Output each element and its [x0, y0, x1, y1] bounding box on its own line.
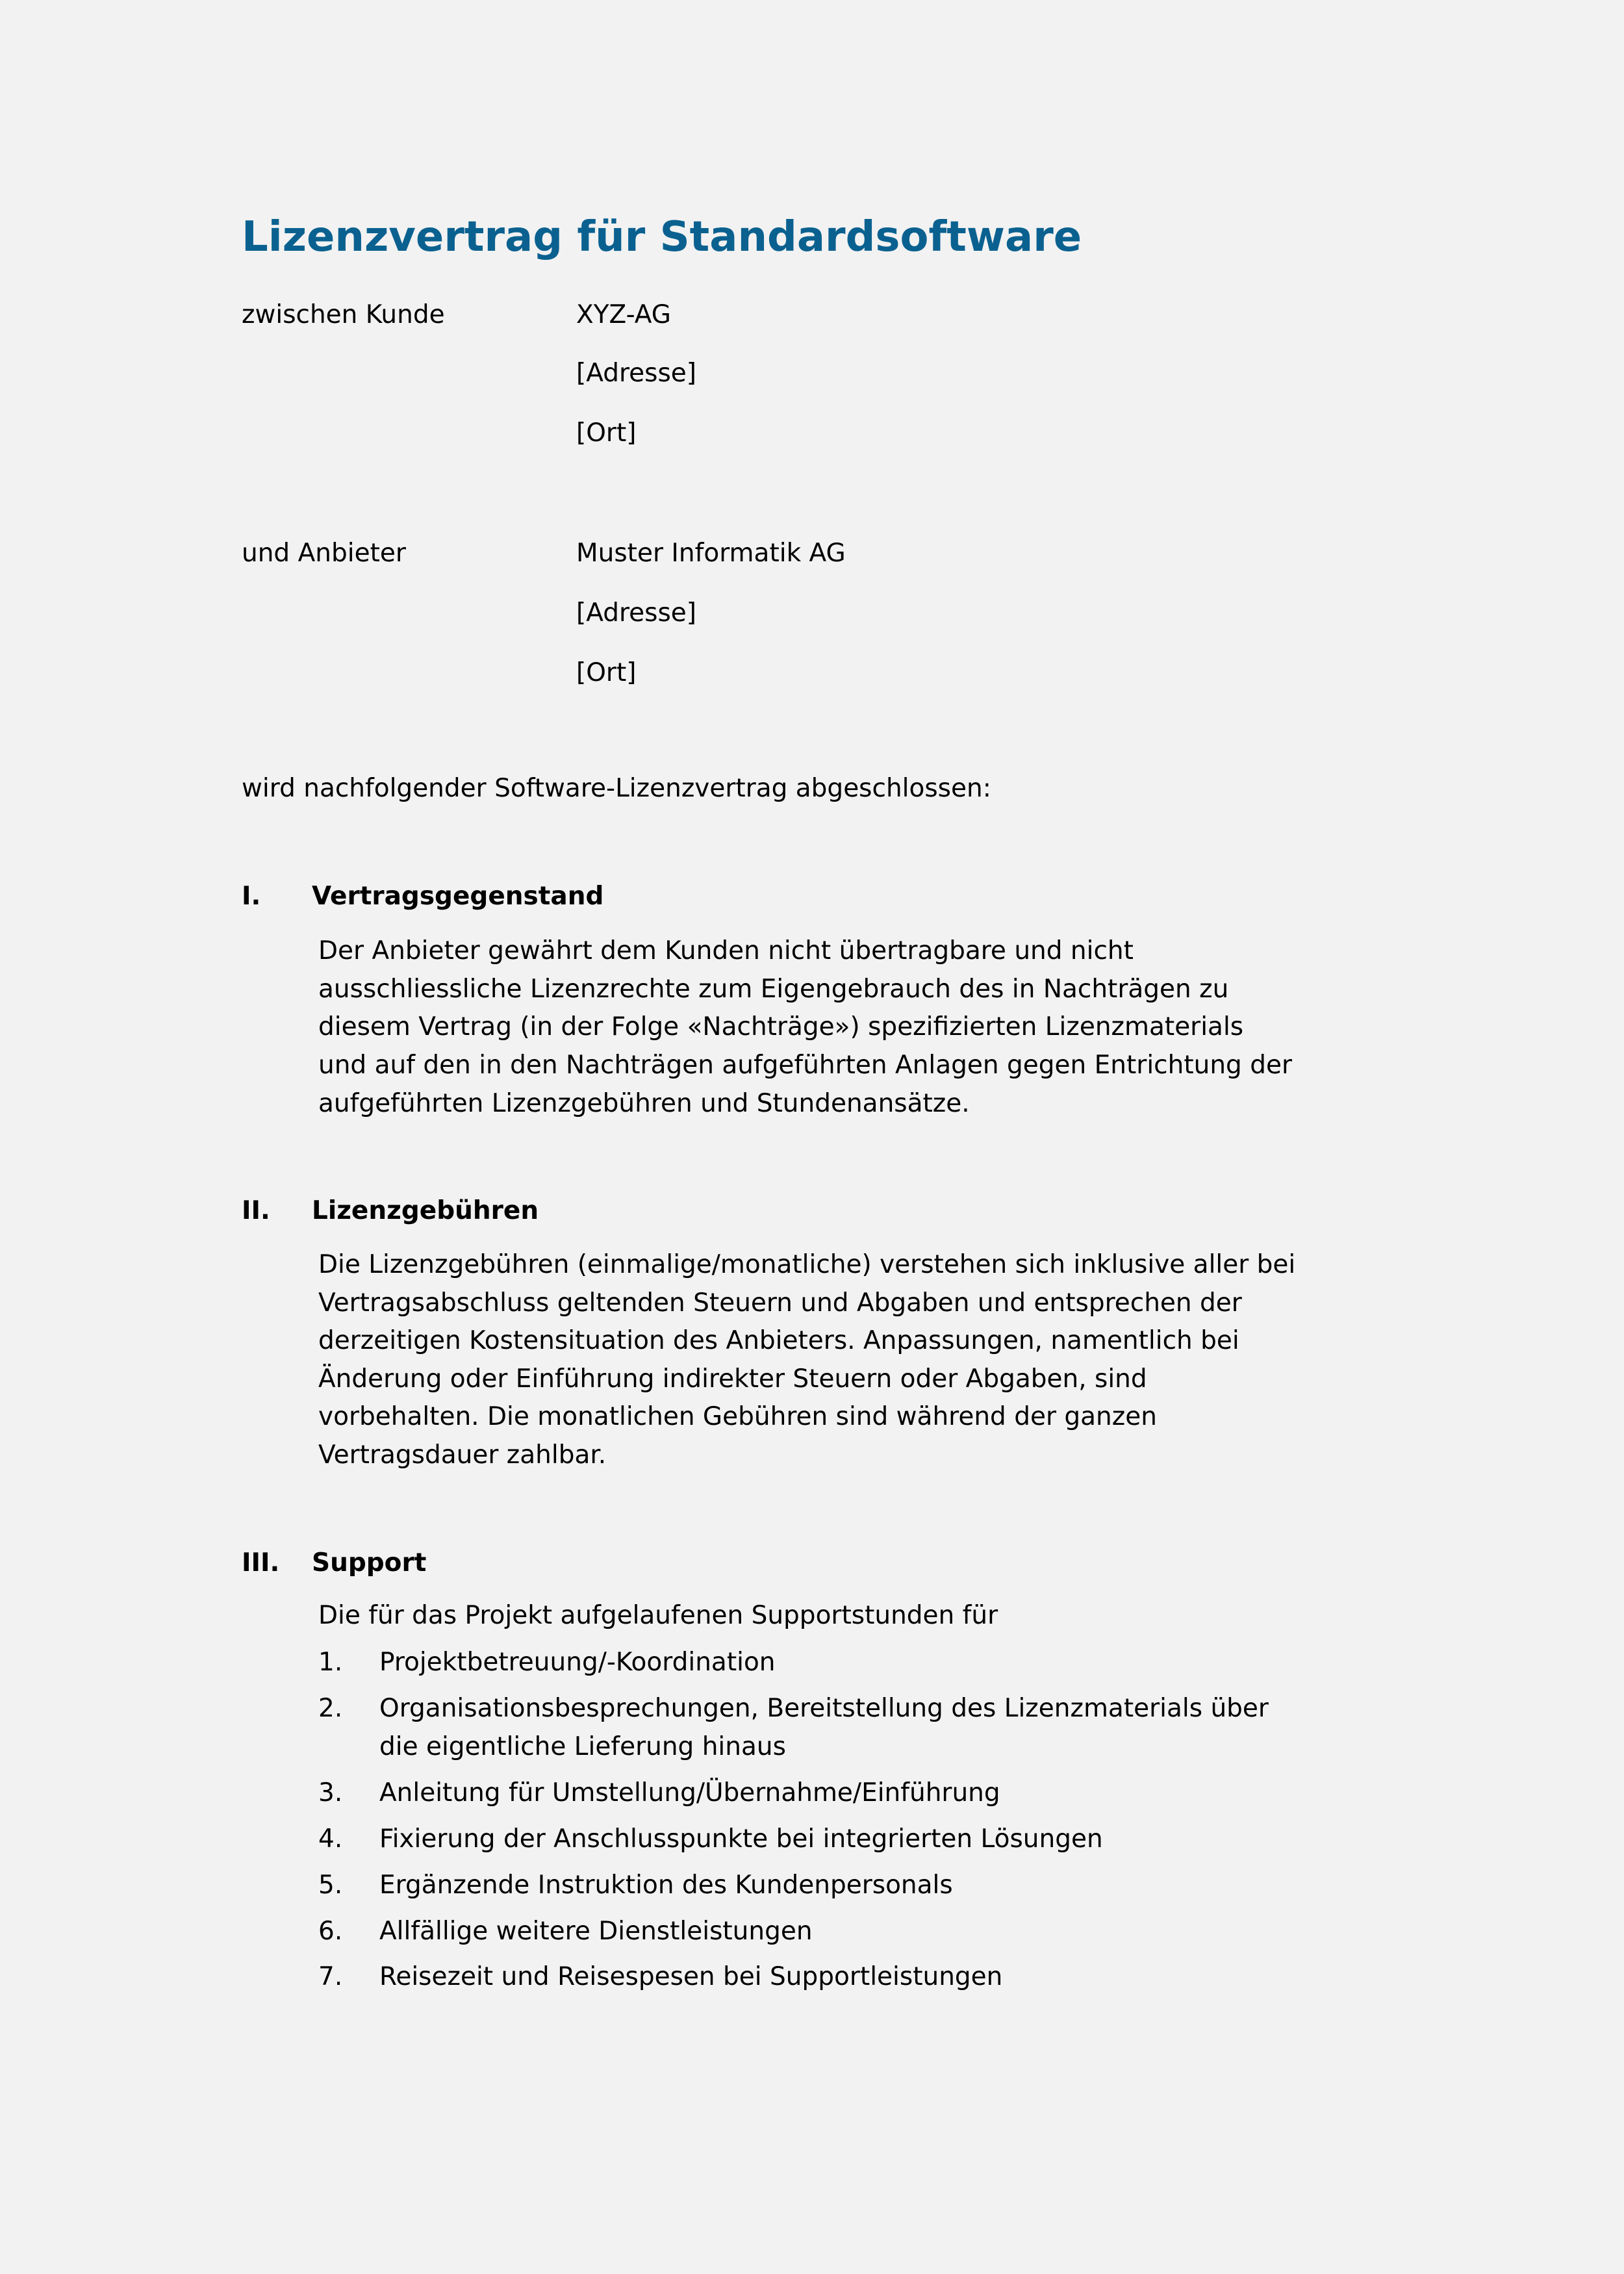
list-item-text: Projektbetreuung/-Koordination	[379, 1648, 776, 1677]
list-item-text: Fixierung der Anschlusspunkte bei integrierten Lösungen	[379, 1824, 1103, 1854]
section-number: II.	[242, 1196, 270, 1225]
paragraph-line: derzeitigen Kostensituation des Anbieters. Anpassungen, namentlich bei	[318, 1326, 1239, 1355]
list-item-text: Reisezeit und Reisespesen bei Supportleistungen	[379, 1962, 1003, 1991]
document-title: Lizenzvertrag für Standardsoftware	[242, 213, 1082, 261]
paragraph-line: Vertragsabschluss geltenden Steuern und Abgaben und entsprechen der	[318, 1288, 1242, 1318]
list-item-number: 4.	[318, 1824, 343, 1854]
paragraph-line: Die Lizenzgebühren (einmalige/monatliche) verstehen sich inklusive aller bei	[318, 1250, 1296, 1279]
party-customer-address: [Adresse]	[576, 359, 696, 388]
list-item-text: die eigentliche Lieferung hinaus	[379, 1732, 786, 1761]
paragraph-line: Die für das Projekt aufgelaufenen Supportstunden für	[318, 1601, 998, 1630]
list-item-text: Anleitung für Umstellung/Übernahme/Einführung	[379, 1778, 1000, 1808]
section-number: I.	[242, 882, 261, 911]
list-item-number: 1.	[318, 1648, 343, 1677]
party-provider-name: Muster Informatik AG	[576, 539, 846, 568]
paragraph-line: Der Anbieter gewährt dem Kunden nicht übertragbare und nicht	[318, 936, 1134, 965]
paragraph-line: Vertragsdauer zahlbar.	[318, 1440, 607, 1470]
list-item-text: Allfällige weitere Dienstleistungen	[379, 1917, 813, 1946]
intro-text: wird nachfolgender Software-Lizenzvertrag abgeschlossen:	[242, 774, 991, 803]
list-item-number: 5.	[318, 1871, 343, 1900]
list-item-number: 7.	[318, 1962, 343, 1991]
list-item-number: 2.	[318, 1694, 343, 1723]
paragraph-line: und auf den in den Nachträgen aufgeführten Anlagen gegen Entrichtung der	[318, 1051, 1292, 1080]
party-customer-place: [Ort]	[576, 418, 637, 448]
list-item-text: Organisationsbesprechungen, Bereitstellung des Lizenzmaterials über	[379, 1694, 1269, 1723]
section-heading: Vertragsgegenstand	[312, 882, 604, 911]
section-heading: Lizenzgebühren	[312, 1196, 539, 1225]
list-item-number: 6.	[318, 1917, 343, 1946]
paragraph-line: vorbehalten. Die monatlichen Gebühren sind während der ganzen	[318, 1402, 1157, 1431]
list-item-number: 3.	[318, 1778, 343, 1808]
section-number: III.	[242, 1548, 280, 1578]
paragraph-line: Änderung oder Einführung indirekter Steuern oder Abgaben, sind	[318, 1364, 1147, 1394]
paragraph-line: aufgeführten Lizenzgebühren und Stundenansätze.	[318, 1089, 970, 1118]
paragraph-line: ausschliessliche Lizenzrechte zum Eigengebrauch des in Nachträgen zu	[318, 975, 1229, 1004]
party-provider-place: [Ort]	[576, 658, 637, 687]
party-customer-name: XYZ-AG	[576, 300, 672, 329]
list-item-text: Ergänzende Instruktion des Kundenpersonals	[379, 1871, 953, 1900]
party-customer-label: zwischen Kunde	[242, 300, 445, 329]
party-provider-label: und Anbieter	[242, 539, 406, 568]
party-provider-address: [Adresse]	[576, 598, 696, 628]
paragraph-line: diesem Vertrag (in der Folge «Nachträge») spezifizierten Lizenzmaterials	[318, 1012, 1244, 1041]
section-heading: Support	[312, 1548, 427, 1578]
